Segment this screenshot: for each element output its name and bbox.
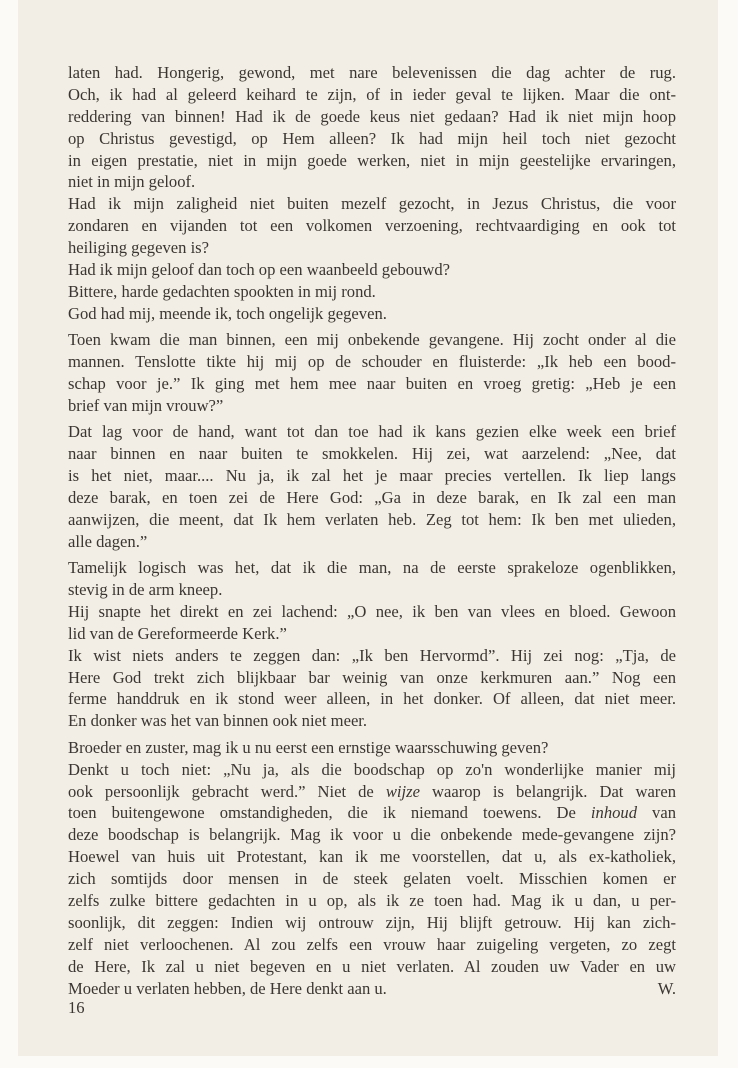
text-line — [68, 601, 676, 623]
text-segment: lid van de Gereformeerde Kerk.” — [68, 623, 287, 643]
italic-text: wijze — [385, 781, 420, 801]
text-line — [68, 623, 676, 645]
text-segment: deze barak, en toen zei de Here God: „Ga in deze barak, en Ik zal een man — [68, 487, 676, 507]
text-line — [68, 557, 676, 579]
text-line — [68, 890, 676, 912]
text-segment: aanwijzen, die meent, dat Ik hem verlaten heb. Zeg tot hem: Ik ben met ulieden, — [68, 509, 676, 529]
text-segment: Here God trekt zich blijkbaar bar weinig van onze kerkmuren aan.” Nog een — [68, 667, 676, 687]
text-line — [68, 281, 676, 303]
text-segment: zelf niet verloochenen. Al zou zelfs een vrouw haar zuigeling vergeten, zo zegt — [68, 934, 676, 954]
text-line — [68, 781, 676, 803]
text-segment: ook persoonlijk gebracht werd.” Niet de — [68, 781, 386, 801]
paragraph — [68, 62, 676, 325]
text-line — [68, 846, 676, 868]
text-segment: Had ik mijn zaligheid niet buiten mezelf gezocht, in Jezus Christus, die voor — [68, 194, 676, 214]
text-line — [68, 579, 676, 601]
text-segment: toen buitengewone omstandigheden, die ik niemand toewens. De — [68, 803, 591, 823]
text-segment: zich somtijds door mensen in de steek gelaten voelt. Misschien komen er — [68, 869, 676, 889]
text-line — [68, 106, 676, 128]
text-segment: niet in mijn geloof. — [68, 172, 196, 192]
italic-text: inhoud — [590, 803, 638, 823]
text-line — [68, 710, 676, 732]
text-line — [68, 868, 676, 890]
text-segment: God had mij, meende ik, toch ongelijk gegeven. — [68, 303, 387, 323]
text-line — [68, 237, 676, 259]
text-line — [68, 667, 676, 689]
text-segment: Denkt u toch niet: „Nu ja, als die boodschap op zo'n wonderlijke manier mij — [68, 759, 676, 779]
text-segment: stevig in de arm kneep. — [68, 579, 223, 599]
text-segment: Broeder en zuster, mag ik u nu eerst een ernstige waarsschuwing geven? — [68, 737, 549, 757]
text-segment: deze boodschap is belangrijk. Mag ik voor u die onbekende mede-gevangene zijn? — [68, 825, 676, 845]
text-segment: reddering van binnen! Had ik de goede keus niet gedaan? Had ik niet mijn hoop — [68, 106, 676, 126]
text-segment: is het niet, maar.... Nu ja, ik zal het je maar precies vertellen. Ik liep langs — [68, 466, 676, 486]
page-number: 16 — [68, 998, 85, 1017]
text-line — [68, 531, 676, 553]
text-line — [68, 978, 676, 1000]
text-line — [68, 62, 676, 84]
text-segment: brief van mijn vrouw?” — [68, 395, 224, 415]
paragraph — [68, 329, 676, 417]
text-segment: Ik wist niets anders te zeggen dan: „Ik ben Hervormd”. Hij zei nog: „Tja, de — [68, 645, 676, 665]
text-line — [68, 84, 676, 106]
text-segment: zelfs zulke bittere gedachten in u op, als ik ze toen had. Mag ik u dan, u per- — [68, 890, 676, 910]
text-segment: heiliging gegeven is? — [68, 238, 210, 258]
text-line — [68, 737, 676, 759]
text-segment: op Christus gevestigd, op Hem alleen? Ik had mijn heil toch niet gezocht — [68, 128, 676, 148]
text-line — [68, 215, 676, 237]
text-line — [68, 443, 676, 465]
text-segment: Och, ik had al geleerd keihard te zijn, of in ieder geval te lijken. Maar die ont- — [68, 84, 676, 104]
text-segment: Had ik mijn geloof dan toch op een waanbeeld gebouwd? — [68, 260, 450, 280]
text-line — [68, 351, 676, 373]
text-segment: waarop is belangrijk. Dat waren — [419, 781, 676, 801]
paragraph — [68, 737, 676, 1000]
text-segment: ferme handdruk en ik stond weer alleen, in het donker. Of alleen, dat niet meer. — [68, 689, 676, 709]
text-line — [68, 487, 676, 509]
text-segment: naar binnen en naar buiten te smokkelen. Hij zei, wat aarzelend: „Nee, dat — [68, 444, 676, 464]
text-segment: de Here, Ik zal u niet begeven en u niet verlaten. Al zouden uw Vader en uw — [68, 956, 676, 976]
text-line — [68, 824, 676, 846]
text-line — [68, 509, 676, 531]
text-line — [68, 128, 676, 150]
text-line — [68, 956, 676, 978]
text-line — [68, 912, 676, 934]
text-segment: alle dagen.” — [68, 531, 148, 551]
text-segment: Hoewel van huis uit Protestant, kan ik me voorstellen, dat u, als ex-katholiek, — [68, 847, 676, 867]
body-text — [68, 62, 676, 1004]
text-line — [68, 465, 676, 487]
text-segment: laten had. Hongerig, gewond, met nare belevenissen die dag achter de rug. — [68, 63, 676, 82]
text-segment: zondaren en vijanden tot een volkomen verzoening, rechtvaardiging en ook tot — [68, 216, 676, 236]
text-line — [68, 329, 676, 351]
text-segment: soonlijk, dit zeggen: Indien wij ontrouw zijn, Hij blijft getrouw. Hij kan zich- — [68, 912, 676, 932]
text-segment: Hij snapte het direkt en zei lachend: „O nee, ik ben van vlees en bloed. Gewoon — [68, 601, 676, 621]
text-segment: Dat lag voor de hand, want tot dan toe had ik kans gezien elke week een brief — [68, 422, 676, 442]
text-line — [68, 688, 676, 710]
text-line — [68, 259, 676, 281]
text-line — [68, 395, 676, 417]
text-line — [68, 171, 676, 193]
text-segment: Bittere, harde gedachten spookten in mij rond. — [68, 281, 376, 301]
text-segment: En donker was het van binnen ook niet meer. — [68, 711, 368, 731]
text-line — [68, 802, 676, 824]
text-line — [68, 645, 676, 667]
text-segment: Moeder u verlaten hebben, de Here denkt aan u. — [68, 978, 387, 998]
author-signature: W. — [657, 978, 676, 998]
text-line — [68, 193, 676, 215]
text-segment: schap voor je.” Ik ging met hem mee naar buiten en vroeg gretig: „Heb je een — [68, 373, 676, 393]
text-segment: Tamelijk logisch was het, dat ik die man, na de eerste sprakeloze ogenblikken, — [68, 558, 676, 578]
text-line — [68, 421, 676, 443]
text-segment: Toen kwam die man binnen, een mij onbekende gevangene. Hij zocht onder al die — [68, 330, 676, 350]
text-line — [68, 373, 676, 395]
text-line — [68, 759, 676, 781]
text-line — [68, 303, 676, 325]
text-segment: mannen. Tenslotte tikte hij mij op de schouder en fluisterde: „Ik heb een bood- — [68, 352, 676, 372]
text-segment: in eigen prestatie, niet in mijn goede werken, niet in mijn geestelijke ervaringen, — [68, 150, 676, 170]
text-line — [68, 150, 676, 172]
text-line — [68, 934, 676, 956]
paragraph — [68, 421, 676, 552]
text-segment: van — [637, 803, 677, 823]
paragraph — [68, 557, 676, 732]
